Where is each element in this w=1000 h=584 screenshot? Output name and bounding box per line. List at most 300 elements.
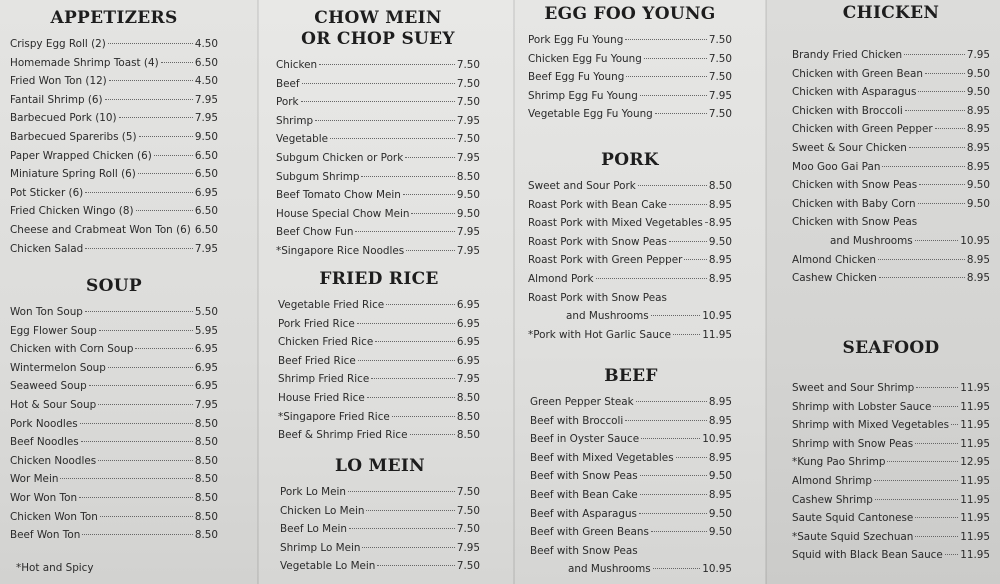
menu-item-name: Roast Pork with Bean Cake	[528, 198, 667, 211]
menu-item-price: 9.50	[708, 470, 732, 483]
dot-leader	[641, 438, 700, 439]
dot-leader	[655, 113, 707, 114]
menu-item	[528, 307, 732, 326]
menu-item-price: 8.95	[708, 414, 732, 427]
dot-leader	[651, 531, 707, 532]
menu-item-price: 7.95	[456, 114, 480, 127]
menu-item	[276, 75, 480, 94]
menu-item	[792, 509, 990, 528]
dot-leader	[919, 184, 965, 185]
dot-leader	[626, 76, 707, 77]
item-list	[276, 56, 480, 261]
menu-item-price: 6.95	[456, 354, 480, 367]
section-subtitle: OR CHOP SUEY	[301, 29, 455, 49]
menu-item-price: 8.50	[194, 436, 218, 449]
menu-item-price: 7.50	[456, 77, 480, 90]
dot-leader	[377, 565, 454, 566]
dot-leader	[644, 58, 707, 59]
dot-leader	[933, 406, 958, 407]
menu-item-price: 9.50	[966, 86, 990, 99]
menu-item	[530, 505, 732, 524]
menu-item	[528, 105, 732, 124]
menu-item	[792, 472, 990, 491]
menu-item	[792, 65, 990, 84]
menu-item	[276, 168, 480, 187]
menu-item-price: 11.95	[960, 474, 990, 487]
menu-item	[10, 359, 218, 378]
menu-item-name: Subgum Shrimp	[276, 170, 360, 183]
menu-item-price: 12.95	[960, 456, 990, 469]
menu-item	[10, 377, 218, 396]
item-list	[528, 31, 732, 124]
dot-leader	[89, 385, 193, 386]
menu-item-name: Chicken with Asparagus	[792, 86, 917, 99]
dot-leader	[625, 39, 707, 40]
menu-item	[792, 213, 990, 232]
menu-item	[276, 112, 480, 131]
menu-item-name: Roast Pork with Green Pepper	[528, 254, 683, 267]
dot-leader	[915, 443, 958, 444]
dot-leader	[85, 248, 193, 249]
menu-item-name: Chicken with Green Pepper	[792, 123, 933, 136]
dot-leader	[81, 441, 193, 442]
menu-item	[10, 202, 218, 221]
menu-item-name: and Mushrooms	[830, 234, 913, 247]
menu-item-name: Beef with Broccoli	[530, 414, 624, 427]
menu-item-name: Cheese and Crabmeat Won Ton (6)	[10, 223, 191, 236]
dot-leader	[638, 185, 707, 186]
dot-leader	[319, 64, 455, 65]
menu-item-price: 7.50	[456, 59, 480, 71]
dot-leader	[875, 499, 958, 500]
menu-item	[528, 87, 732, 106]
menu-item-name: Beef with Snow Peas	[530, 470, 638, 483]
menu-item-name: and Mushrooms	[568, 563, 651, 576]
menu-item-price: 5.50	[194, 306, 218, 318]
menu-item-name: House Special Chow Mein	[276, 207, 410, 220]
menu-item-name: Almond Shrimp	[792, 474, 873, 487]
menu-item	[10, 109, 218, 128]
footnote-hot-spicy: *Hot and Spicy	[16, 562, 94, 574]
dot-leader	[330, 138, 455, 139]
menu-item-name: Subgum Chicken or Pork	[276, 151, 404, 164]
menu-item-price: 7.95	[456, 226, 480, 239]
dot-leader	[136, 210, 193, 211]
menu-item	[530, 560, 732, 579]
dot-leader	[406, 250, 455, 251]
menu-item-price: 6.95	[194, 186, 218, 199]
menu-item	[530, 467, 732, 486]
menu-item	[10, 433, 218, 452]
dot-leader	[386, 304, 455, 305]
menu-item	[278, 333, 480, 352]
menu-item-name: Fried Won Ton (12)	[10, 75, 107, 88]
menu-item-price: 7.95	[456, 541, 480, 554]
menu-item-price: 6.95	[456, 336, 480, 349]
menu-item	[792, 379, 990, 398]
panel-fold	[513, 0, 515, 584]
menu-item-price: 9.50	[966, 179, 990, 192]
dot-leader	[362, 547, 454, 548]
dot-leader	[80, 423, 193, 424]
dot-leader	[60, 478, 192, 479]
menu-item	[528, 31, 732, 50]
menu-item-price: 7.50	[456, 504, 480, 517]
menu-item	[278, 389, 480, 408]
menu-item-price: 6.50	[194, 223, 218, 236]
menu-item-price: 6.50	[194, 168, 218, 181]
section-egg-foo-young	[528, 4, 732, 124]
dot-leader	[315, 120, 455, 121]
section-title: SOUP	[86, 276, 142, 296]
dot-leader	[109, 80, 193, 81]
dot-leader	[105, 99, 193, 100]
menu-item-name: Beef Lo Mein	[280, 523, 347, 536]
menu-item-price: 10.95	[702, 563, 732, 576]
menu-item-name: Almond Chicken	[792, 253, 877, 266]
menu-item-price: 6.95	[194, 343, 218, 356]
section-fried-rice	[278, 269, 480, 445]
menu-item-name: Paper Wrapped Chicken (6)	[10, 149, 152, 162]
menu-item	[10, 470, 218, 489]
menu-item-name: Moo Goo Gai Pan	[792, 160, 881, 173]
item-list	[530, 393, 732, 579]
dot-leader	[640, 494, 707, 495]
menu-item-price: 7.50	[708, 108, 732, 121]
menu-item	[792, 416, 990, 435]
menu-item-name: Seaweed Soup	[10, 380, 87, 393]
dot-leader	[909, 147, 965, 148]
menu-item-price: 10.95	[702, 310, 732, 323]
menu-item	[792, 546, 990, 565]
menu-item-name: Chicken Lo Mein	[280, 504, 365, 517]
menu-item-price: 11.95	[960, 512, 990, 525]
menu-item	[528, 251, 732, 270]
menu-item-name: Beef in Oyster Sauce	[530, 433, 640, 446]
menu-item-name: Beef with Mixed Vegetables	[530, 451, 674, 464]
menu-item-name: Beef Won Ton	[10, 529, 81, 542]
menu-item-price: 9.50	[966, 197, 990, 210]
section-chicken	[792, 3, 990, 288]
menu-item-price: 8.95	[708, 198, 732, 211]
menu-item-price: 9.50	[708, 507, 732, 520]
menu-item	[792, 120, 990, 139]
menu-item-price: 6.95	[456, 299, 480, 311]
menu-item-name: Won Ton Soup	[10, 306, 83, 318]
menu-item-name: Pork Lo Mein	[280, 486, 346, 498]
dot-leader	[636, 401, 707, 402]
menu-item	[792, 102, 990, 121]
menu-item-name: Vegetable Egg Fu Young	[528, 108, 653, 121]
menu-item	[792, 435, 990, 454]
dot-leader	[108, 43, 193, 44]
menu-item-name: Beef	[276, 77, 300, 90]
menu-item-price: 7.95	[708, 89, 732, 102]
menu-item-name: Beef Fried Rice	[278, 354, 356, 367]
menu-item	[10, 54, 218, 73]
dot-leader	[108, 367, 193, 368]
dot-leader	[349, 528, 455, 529]
menu-item-price: 6.95	[456, 317, 480, 330]
menu-item-name: Cashew Shrimp	[792, 493, 873, 506]
dot-leader	[651, 315, 701, 316]
menu-item-price: 7.50	[456, 486, 480, 498]
menu-item-name: Chicken with Broccoli	[792, 104, 903, 117]
menu-item-name: Shrimp with Mixed Vegetables	[792, 419, 950, 432]
menu-item-name: Pork Noodles	[10, 417, 78, 430]
section-title: FRIED RICE	[319, 269, 439, 289]
menu-item	[528, 233, 732, 252]
menu-item-price: 11.95	[702, 328, 732, 341]
dot-leader	[878, 259, 965, 260]
menu-item	[792, 269, 990, 288]
dot-leader	[405, 157, 455, 158]
dot-leader	[161, 62, 193, 63]
menu-item	[276, 223, 480, 242]
dot-leader	[915, 240, 959, 241]
menu-item-name: Vegetable	[276, 133, 328, 146]
menu-item	[278, 370, 480, 389]
dot-leader	[640, 95, 707, 96]
menu-item-name: Sweet and Sour Shrimp	[792, 382, 915, 394]
menu-item	[530, 486, 732, 505]
menu-item	[10, 128, 218, 147]
menu-item	[792, 251, 990, 270]
section-lo-mein	[280, 456, 480, 576]
section-title: LO MEIN	[334, 456, 426, 476]
dot-leader	[918, 91, 964, 92]
dot-leader	[676, 457, 707, 458]
menu-item-name: Brandy Fried Chicken	[792, 49, 903, 61]
menu-item	[10, 340, 218, 359]
menu-item-price: 8.95	[966, 272, 990, 285]
dot-leader	[945, 554, 958, 555]
dot-leader	[935, 128, 965, 129]
menu-item-price: 8.50	[194, 454, 218, 467]
menu-item-price: 7.50	[456, 523, 480, 536]
menu-item	[792, 46, 990, 65]
dot-leader	[905, 110, 965, 111]
menu-item-price: 8.50	[194, 491, 218, 504]
menu-item-name: Chicken with Baby Corn	[792, 197, 916, 210]
dot-leader	[669, 204, 707, 205]
menu-item	[10, 184, 218, 203]
menu-item-price: 11.95	[960, 530, 990, 543]
menu-item-price: 8.95	[966, 104, 990, 117]
menu-item-name: Miniature Spring Roll (6)	[10, 168, 136, 181]
dot-leader	[79, 497, 193, 498]
menu-item	[280, 520, 480, 539]
menu-item-price: 8.50	[194, 473, 218, 486]
dot-leader	[904, 54, 965, 55]
menu-item	[792, 83, 990, 102]
menu-item	[530, 393, 732, 412]
menu-item-name: Shrimp Egg Fu Young	[528, 89, 638, 102]
menu-item	[280, 483, 480, 502]
menu-item-name: Beef Tomato Chow Mein	[276, 189, 401, 202]
menu-item-name: Chicken Won Ton	[10, 510, 98, 523]
menu-item-price: 7.95	[194, 242, 218, 255]
menu-item	[792, 232, 990, 251]
menu-item-price: 9.50	[456, 207, 480, 220]
menu-item-name: and Mushrooms	[566, 310, 649, 323]
menu-item-name: Cashew Chicken	[792, 272, 877, 285]
menu-item-name: Chicken Noodles	[10, 454, 97, 467]
dot-leader	[367, 397, 455, 398]
menu-item-name: Barbecued Spareribs (5)	[10, 130, 137, 143]
menu-item-price: 8.50	[194, 510, 218, 523]
menu-item-price: 6.95	[194, 380, 218, 393]
menu-item	[530, 430, 732, 449]
menu-item	[280, 539, 480, 558]
dot-leader	[916, 387, 958, 388]
menu-item	[276, 205, 480, 224]
menu-item-price: 8.50	[456, 170, 480, 183]
dot-leader	[139, 136, 193, 137]
menu-item-name: Chicken with Green Bean	[792, 67, 923, 80]
menu-item-name: Pork Egg Fu Young	[528, 34, 624, 46]
dot-leader	[915, 536, 958, 537]
menu-item	[528, 50, 732, 69]
panel-fold	[257, 0, 259, 584]
menu-item-name: Roast Pork with Mixed Vegetables	[528, 217, 703, 230]
section-chow-mein	[276, 8, 480, 261]
menu-item-price: 8.50	[456, 410, 480, 423]
item-list	[280, 483, 480, 576]
menu-item-name: Vegetable Lo Mein	[280, 560, 376, 573]
menu-item-name: Shrimp Lo Mein	[280, 541, 361, 554]
menu-item-name: Barbecued Pork (10)	[10, 112, 117, 125]
menu-item	[278, 296, 480, 315]
menu-item	[528, 68, 732, 87]
menu-item-price: 11.95	[960, 549, 990, 562]
menu-item-price: 6.95	[194, 361, 218, 374]
menu-item-price: 8.95	[966, 141, 990, 154]
menu-item-name: Chicken with Snow Peas	[792, 179, 918, 192]
menu-item-price: 11.95	[960, 437, 990, 450]
menu-item-name: *Pork with Hot Garlic Sauce	[528, 328, 672, 341]
menu-item-name: Saute Squid Cantonese	[792, 512, 914, 525]
menu-item	[792, 195, 990, 214]
dot-leader	[355, 231, 454, 232]
menu-item	[528, 214, 732, 233]
menu-item-name: Fried Chicken Wingo (8)	[10, 205, 134, 218]
dot-leader	[366, 510, 454, 511]
section-title: PORK	[601, 150, 659, 170]
menu-item-name: Roast Pork with Snow Peas	[528, 291, 667, 304]
menu-item-name: Fantail Shrimp (6)	[10, 93, 103, 106]
dot-leader	[596, 278, 707, 279]
menu-item-price: 7.50	[456, 96, 480, 109]
dot-leader	[411, 213, 454, 214]
dot-leader	[410, 434, 455, 435]
menu-item-name: Shrimp with Snow Peas	[792, 437, 914, 450]
dot-leader	[684, 259, 706, 260]
menu-item-price: 7.50	[708, 71, 732, 84]
menu-item-name: Chicken	[276, 59, 318, 71]
menu-item-price: 6.50	[194, 205, 218, 218]
menu-item-price: 8.95	[708, 396, 732, 408]
menu-item-price: 8.50	[708, 180, 732, 192]
section-seafood	[792, 338, 990, 565]
item-list	[10, 303, 218, 545]
menu-item	[280, 502, 480, 521]
menu-item	[792, 453, 990, 472]
menu-item	[530, 542, 732, 561]
menu-item	[10, 240, 218, 259]
menu-item-name: Homemade Shrimp Toast (4)	[10, 56, 159, 69]
dot-leader	[925, 73, 965, 74]
dot-leader	[915, 517, 958, 518]
dot-leader	[348, 491, 455, 492]
menu-item	[528, 270, 732, 289]
menu-item	[792, 491, 990, 510]
menu-item	[10, 322, 218, 341]
section-pork	[528, 150, 732, 344]
section-title: SEAFOOD	[842, 338, 940, 358]
menu-item-price: 8.95	[966, 123, 990, 136]
dot-leader	[951, 424, 958, 425]
item-list	[792, 379, 990, 565]
menu-item-name: Chicken Fried Rice	[278, 336, 374, 349]
item-list	[528, 177, 732, 344]
menu-item	[10, 91, 218, 110]
menu-item-name: Beef & Shrimp Fried Rice	[278, 429, 408, 442]
item-list	[792, 46, 990, 288]
menu-item	[530, 449, 732, 468]
menu-item-price: 9.50	[966, 67, 990, 80]
menu-item	[278, 352, 480, 371]
dot-leader	[85, 311, 193, 312]
menu-item-price: 5.95	[194, 324, 218, 337]
dot-leader	[154, 155, 193, 156]
dot-leader	[361, 176, 454, 177]
menu-item-price: 8.95	[966, 160, 990, 173]
dot-leader	[357, 323, 455, 324]
menu-item	[276, 56, 480, 75]
dot-leader	[98, 404, 193, 405]
menu-item-name: Beef with Snow Peas	[530, 544, 638, 557]
dot-leader	[882, 166, 964, 167]
dot-leader	[119, 117, 193, 118]
menu-item-price: 8.95	[708, 254, 732, 267]
panel-fold	[765, 0, 767, 584]
menu-item-price: 8.95	[708, 272, 732, 285]
section-title: EGG FOO YOUNG	[544, 4, 716, 24]
menu-item	[280, 557, 480, 576]
menu-item-name: Crispy Egg Roll (2)	[10, 38, 106, 50]
dot-leader	[98, 460, 193, 461]
menu-item	[276, 186, 480, 205]
dot-leader	[371, 378, 455, 379]
dot-leader	[100, 516, 193, 517]
menu-item-price: 8.95	[708, 451, 732, 464]
section-title: CHOW MEIN	[314, 8, 442, 28]
menu-item-name: Shrimp	[276, 114, 314, 127]
menu-item-price: 7.95	[456, 244, 480, 257]
menu-item	[10, 72, 218, 91]
dot-leader	[358, 360, 455, 361]
menu-item-price: 7.95	[456, 373, 480, 386]
item-list	[278, 296, 480, 445]
dot-leader	[403, 194, 455, 195]
menu-item-price: 8.50	[456, 429, 480, 442]
menu-item-price: 7.95	[456, 151, 480, 164]
menu-item-name: *Singapore Fried Rice	[278, 410, 390, 423]
menu-item-name: Beef with Green Beans	[530, 526, 649, 539]
menu-item-price: 9.50	[456, 189, 480, 202]
menu-item-name: Beef with Bean Cake	[530, 488, 638, 501]
